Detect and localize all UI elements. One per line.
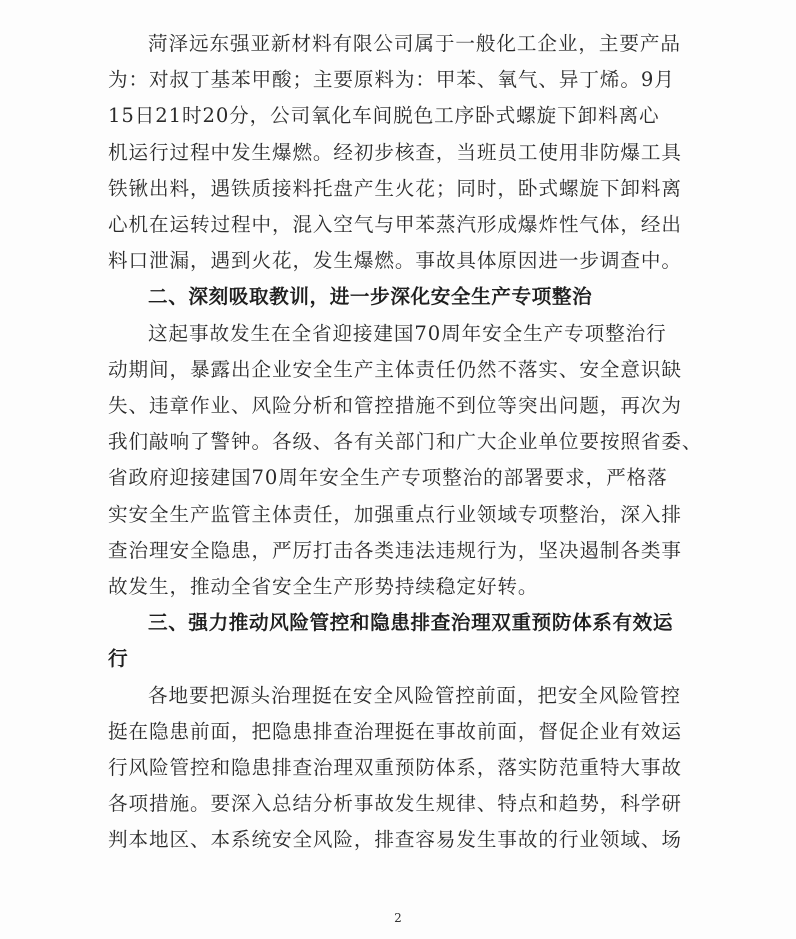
section-heading-lessons — [108, 279, 718, 315]
text-line: 料口泄漏，遇到火花，发生爆燃。事故具体原因进一步调查中。 — [108, 249, 682, 273]
paragraph-accident-description — [108, 26, 718, 279]
section-heading-risk-control — [108, 605, 718, 677]
text-line: 心机在运转过程中，混入空气与甲苯蒸汽形成爆炸性气体，经出 — [108, 213, 682, 237]
document-body — [108, 26, 718, 859]
text-line: 省政府迎接建国70周年安全生产专项整治的部署要求，严格落 — [108, 466, 668, 490]
text-line: 判本地区、本系统安全风险，排查容易发生事故的行业领域、场 — [108, 828, 682, 852]
page-number: 2 — [394, 911, 402, 925]
text-line: 动期间，暴露出企业安全生产主体责任仍然不落实、安全意识缺 — [108, 357, 682, 381]
text-line: 失、违章作业、风险分析和管控措施不到位等突出问题，再次为 — [108, 394, 682, 418]
text-line: 挺在隐患前面，把隐患排查治理挺在事故前面，督促企业有效运 — [108, 719, 682, 743]
text-line: 这起事故发生在全省迎接建国70周年安全生产专项整治行 — [148, 321, 667, 345]
text-line: 机运行过程中发生爆燃。经初步核查，当班员工使用非防爆工具 — [108, 140, 682, 164]
text-line: 各地要把源头治理挺在安全风险管控前面，把安全风险管控 — [148, 683, 681, 707]
heading-line: 行 — [108, 647, 129, 671]
text-line: 查治理安全隐患，严厉打击各类违法违规行为，坚决遏制各类事 — [108, 538, 682, 562]
text-line: 铁锹出料，遇铁质接料托盘产生火花；同时，卧式螺旋下卸料离 — [108, 176, 682, 200]
heading-line: 二、深刻吸取教训，进一步深化安全生产专项整治 — [148, 285, 593, 309]
text-line: 实安全生产监管主体责任，加强重点行业领域专项整治，深入排 — [108, 502, 682, 526]
heading-line: 三、强力推动风险管控和隐患排查治理双重预防体系有效运 — [148, 611, 674, 635]
text-line: 我们敲响了警钟。各级、各有关部门和广大企业单位要按照省委、 — [108, 430, 703, 454]
text-line: 故发生，推动全省安全生产形势持续稳定好转。 — [108, 575, 539, 599]
paragraph-risk-control — [108, 678, 718, 859]
text-line: 行风险管控和隐患排查治理双重预防体系，落实防范重特大事故 — [108, 756, 682, 780]
text-line: 菏泽远东强亚新材料有限公司属于一般化工企业，主要产品 — [148, 32, 681, 55]
paragraph-lessons — [108, 316, 718, 606]
text-line: 各项措施。要深入总结分析事故发生规律、特点和趋势，科学研 — [108, 792, 682, 816]
text-line: 为：对叔丁基苯甲酸；主要原料为：甲苯、氧气、异丁烯。9月 — [108, 68, 675, 92]
text-line: 15日21时20分，公司氧化车间脱色工序卧式螺旋下卸料离心 — [108, 104, 660, 128]
